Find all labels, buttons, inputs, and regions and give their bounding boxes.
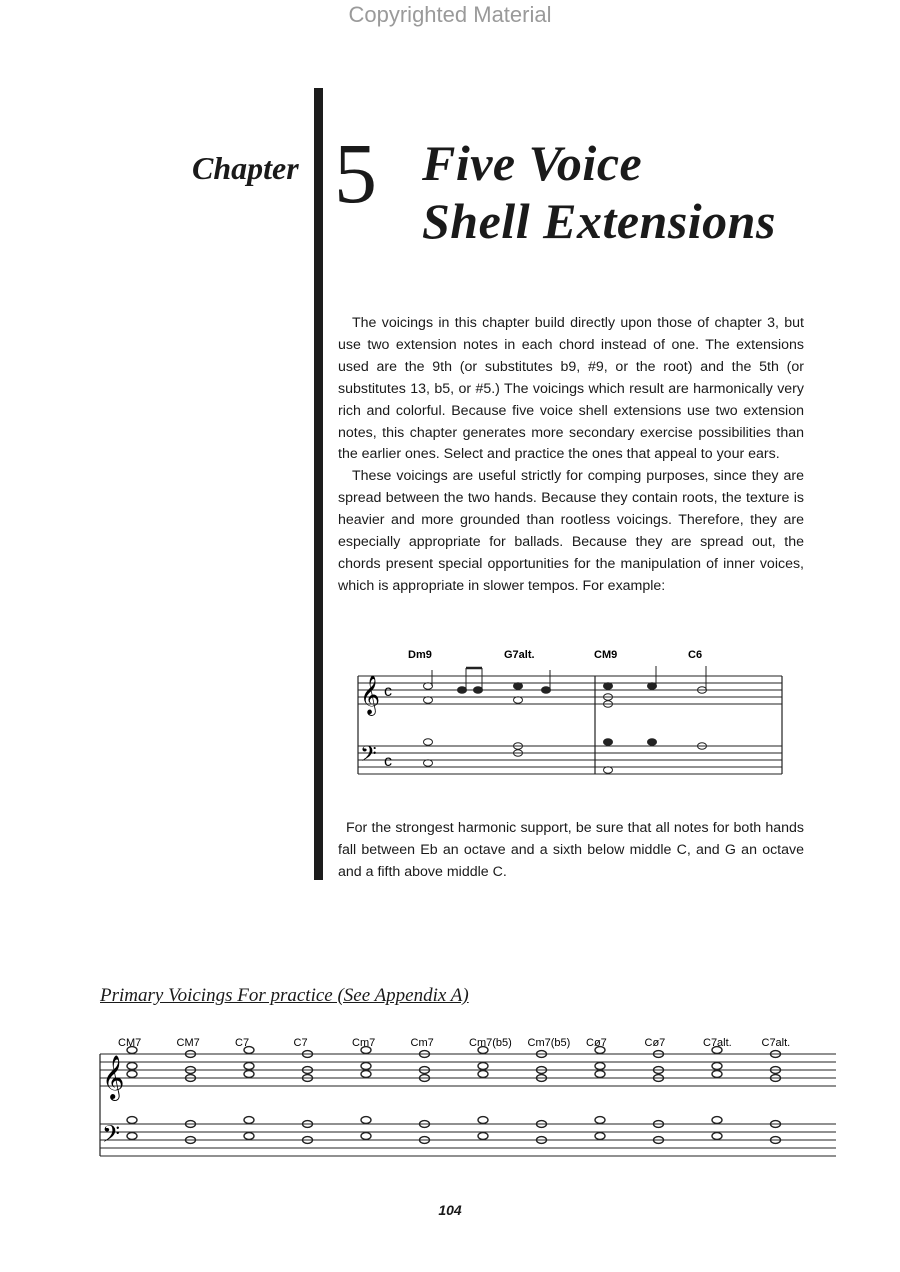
- whole-note: [595, 1133, 605, 1140]
- example-chord-symbol: CM9: [594, 649, 618, 661]
- bass-clef-icon: 𝄢: [360, 741, 377, 771]
- bass-clef-icon: 𝄢: [102, 1121, 121, 1152]
- treble-clef-icon: 𝄞: [360, 676, 381, 714]
- chapter-title-line-2: Shell Extensions: [422, 193, 776, 249]
- practice-chord-symbol: C7: [293, 1037, 308, 1049]
- whole-note: [244, 1117, 254, 1124]
- whole-note: [127, 1117, 137, 1124]
- whole-note: [244, 1063, 254, 1070]
- intro-paragraph-2: These voicings are useful strictly for comping purposes, since they are spread between the two hands. Because they contain roots, the texture is heavier and more grounded than rootless voicings. Therefore, they are especially appropriate for ballads. Because they are spread out, the chords present special opportunities for the manipulation of inner voices, which is appropriate in slower tempos. For example:: [338, 468, 804, 594]
- whole-note: [478, 1117, 488, 1124]
- whole-note: [244, 1071, 254, 1078]
- closing-text: [338, 818, 804, 884]
- example-treble-staff: [358, 676, 782, 704]
- practice-chord-symbol: Cm7(b5): [527, 1037, 571, 1049]
- whole-note: [595, 1063, 605, 1070]
- example-chord-symbol: G7alt.: [504, 649, 535, 661]
- whole-note: [361, 1063, 371, 1070]
- example-chord-symbol: Dm9: [408, 649, 432, 661]
- practice-chord-symbol: C7alt.: [761, 1037, 791, 1049]
- whole-note: [478, 1133, 488, 1140]
- chapter-number: 5: [334, 125, 377, 221]
- practice-score: [96, 1024, 840, 1164]
- intro-paragraph-3: For the strongest harmonic support, be sure that all notes for both hands fall between Eb an octave and a sixth below middle C, and G an octave and a fifth above middle C.: [338, 820, 804, 880]
- practice-chord-symbol: C7: [235, 1037, 250, 1049]
- practice-chord-symbols: [118, 1037, 790, 1049]
- time-signature: c: [384, 683, 392, 700]
- whole-note: [478, 1071, 488, 1078]
- section-heading: Primary Voicings For practice (See Appendix A): [100, 985, 469, 1006]
- example-chord-symbol: C6: [688, 649, 703, 661]
- whole-note: [595, 1117, 605, 1124]
- example-barlines: [358, 676, 782, 774]
- whole-note: [595, 1071, 605, 1078]
- whole-note: [712, 1117, 722, 1124]
- whole-note: [712, 1063, 722, 1070]
- whole-note: [361, 1133, 371, 1140]
- whole-note: [127, 1133, 137, 1140]
- practice-chord-symbol: Cø7: [644, 1037, 666, 1049]
- intro-paragraph-1: The voicings in this chapter build directly upon those of chapter 3, but use two extension notes in each chord instead of one. The extensions used are the 9th (or substitutes b9, #9, or the root) and the 5th (or substitutes 13, b5, or #5.) The voicings which result are harmonically very rich and colorful. Because five voice shell extensions use two extension notes, this chapter generates more secondary exercise possibilities than the earlier ones. Select and practice the ones that appeal to your ears.: [338, 315, 804, 463]
- practice-chord-symbol: Cm7: [410, 1037, 434, 1049]
- whole-note: [127, 1071, 137, 1078]
- practice-chord-symbol: Cm7: [352, 1037, 376, 1049]
- practice-bass-staff: [100, 1124, 836, 1156]
- time-signature: c: [384, 753, 392, 770]
- practice-chord-symbol: C7alt.: [703, 1037, 732, 1049]
- intro-text: [338, 313, 804, 598]
- whole-note: [244, 1133, 254, 1140]
- practice-chord-symbol: Cm7(b5): [469, 1037, 512, 1049]
- whole-note: [712, 1071, 722, 1078]
- practice-chord-symbol: CM7: [176, 1037, 200, 1049]
- whole-note: [712, 1133, 722, 1140]
- chapter-title-line-1: Five Voice: [422, 135, 643, 191]
- example-bass-staff: [358, 746, 782, 774]
- practice-notes: [127, 1047, 781, 1144]
- page-number: 104: [438, 1202, 462, 1218]
- practice-treble-staff: [100, 1054, 836, 1086]
- chapter-vertical-rule: [314, 88, 323, 880]
- whole-note: [127, 1063, 137, 1070]
- chapter-label: Chapter: [192, 150, 299, 186]
- whole-note: [478, 1063, 488, 1070]
- chapter-title: [422, 134, 776, 250]
- copyright-watermark: Copyrighted Material: [348, 2, 552, 27]
- example-score: [340, 640, 800, 780]
- example-notes: [424, 666, 707, 773]
- practice-chord-symbol: CM7: [118, 1037, 142, 1049]
- treble-clef-icon: 𝄞: [102, 1057, 125, 1099]
- whole-note: [361, 1071, 371, 1078]
- practice-chord-symbol: Cø7: [586, 1037, 607, 1049]
- whole-note: [361, 1117, 371, 1124]
